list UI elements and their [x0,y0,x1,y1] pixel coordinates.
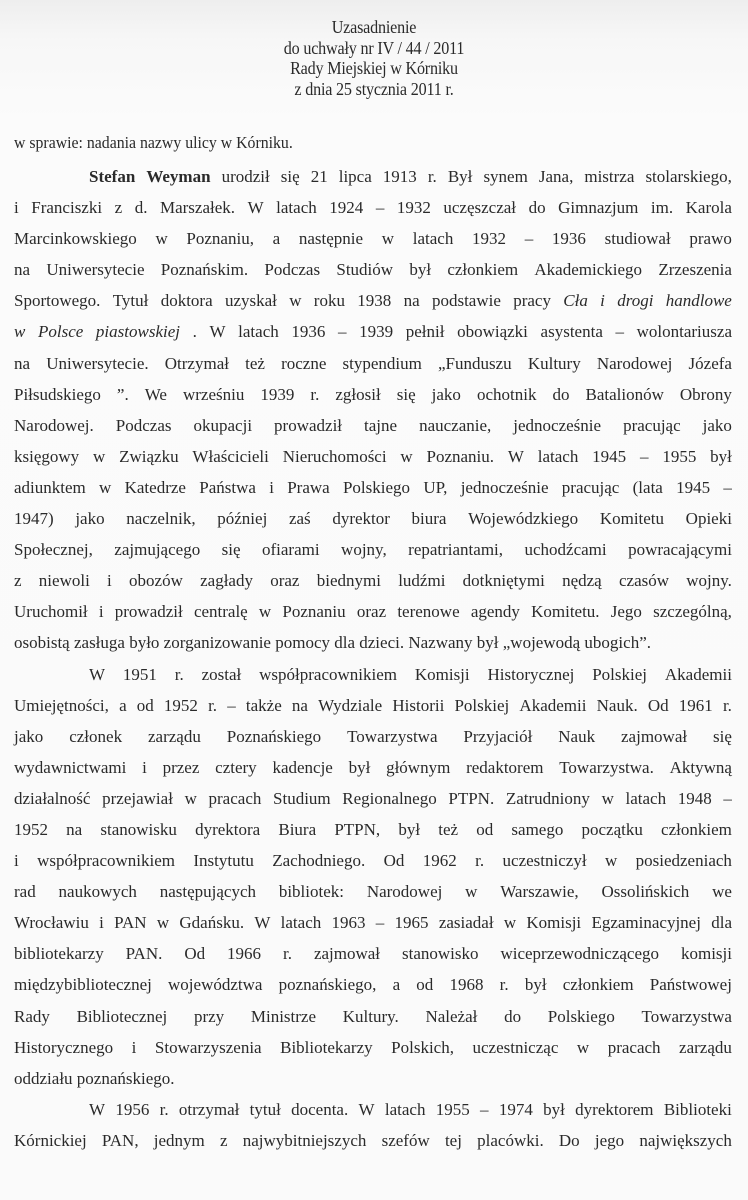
text-line: księgowy w Związku Właścicieli Nieruchomości w Poznaniu. W latach 1945 – 1955 był [14,446,732,466]
text-line: jako członek zarządu Poznańskiego Towarzystwa Przyjaciół Nauk zajmował się [14,726,732,746]
resolution-number: do uchwały nr IV / 44 / 2011 [283,37,465,58]
line-text: oddziału poznańskiego. [14,1068,175,1088]
text-line [14,633,732,664]
document-header [30,17,718,99]
text-line: Sportowego. Tytuł doktora uzyskał w roku 1938 na podstawie pracy Cła i drogi handlowe [14,291,732,311]
text-line: Umiejętności, a od 1952 r. – także na Wydziale Historii Polskiej Akademii Nauk. Od 1961 r. [14,695,732,715]
text-line: Piłsudskiego ”. We wrześniu 1939 r. zgłosił się jako ochotnik do Batalionów Obrony [14,384,732,404]
document-body [14,167,732,1162]
text-line: Społecznej, zajmującego się ofiarami wojny, repatriantami, uchodźcami powracającymi [14,540,732,560]
text-line: W 1956 r. otrzymał tytuł docenta. W latach 1955 – 1974 był dyrektorem Biblioteki [89,1099,732,1119]
resolution-date: z dnia 25 stycznia 2011 r. [294,78,454,99]
text-line: Marcinkowskiego w Poznaniu, a następnie w latach 1932 – 1936 studiował prawo [14,229,732,249]
text-line: na Uniwersytecie. Otrzymał też roczne stypendium „Funduszu Kultury Narodowej Józefa [14,353,732,373]
text-line: na Uniwersytecie Poznańskim. Podczas Studiów był członkiem Akademickiego Zrzeszenia [14,260,732,280]
text-line: Kórnickiej PAN, jednym z najwybitniejszych szefów tej placówki. Do jego największych [14,1130,732,1150]
text-line: 1947) jako naczelnik, później zaś dyrektor biura Wojewódzkiego Komitetu Opieki [14,509,732,529]
text-line: wydawnictwami i przez cztery kadencje był głównym redaktorem Towarzystwa. Aktywną [14,757,732,777]
text-line: rad naukowych następujących bibliotek: Narodowej w Warszawie, Ossolińskich we [14,882,732,902]
document-title: Uzasadnienie [331,17,417,37]
text-line: i współpracownikiem Instytutu Zachodniego. Od 1962 r. uczestniczył w posiedzeniach [14,851,732,871]
text-line: 1952 na stanowisku dyrektora Biura PTPN, był też od samego początku członkiem [14,819,732,839]
text-line: i Franciszki z d. Marszałek. W latach 1924 – 1932 uczęszczał do Gimnazjum im. Karola [14,198,732,218]
council-name: Rady Miejskiej w Kórniku [290,58,458,78]
text-line: bibliotekarzy PAN. Od 1966 r. zajmował stanowisko wiceprzewodniczącego komisji [14,944,732,964]
text-line: Historycznego i Stowarzyszenia Bibliotekarzy Polskich, uczestnicząc w pracach zarządu [14,1037,732,1057]
text-line: z niewoli i obozów zagłady oraz biednymi ludźmi dotkniętymi nędzą czasów wojny. [14,571,732,591]
text-line: działalność przejawiał w pracach Studium Regionalnego PTPN. Zatrudniony w latach 1948 – [14,788,732,808]
text-line: międzybibliotecznej województwa poznańskiego, a od 1968 r. był członkiem Państwowej [14,975,732,995]
text-line: Rady Bibliotecznej przy Ministrze Kultury. Należał do Polskiego Towarzystwa [14,1006,732,1026]
document-subject: w sprawie: nadania nazwy ulicy w Kórniku. [14,133,293,152]
text-line: Narodowej. Podczas okupacji prowadził tajne nauczanie, jednocześnie pracując jako [14,415,732,435]
text-line: Stefan Weyman urodził się 21 lipca 1913 r. Był synem Jana, mistrza stolarskiego, [89,167,732,186]
text-line: Uruchomił i prowadził centralę w Poznaniu oraz terenowe agendy Komitetu. Jego szczególną, [14,602,732,622]
text-line: W 1951 r. został współpracownikiem Komisji Historycznej Polskiej Akademii [89,664,732,684]
text-line: Wrocławiu i PAN w Gdańsku. W latach 1963 – 1965 zasiadał w Komisji Egzaminacyjnej dla [14,913,732,933]
line-text: osobistą zasługa było zorganizowanie pomocy dla dzieci. Nazwany był „wojewodą ubogich”. [14,633,651,653]
text-line: adiunktem w Katedrze Państwa i Prawa Polskiego UP, jednocześnie pracując (lata 1945 – [14,477,732,497]
text-line [14,1069,732,1100]
text-line: w Polsce piastowskiej . W latach 1936 – 1939 pełnił obowiązki asystenta – wolontariusza [14,322,732,342]
